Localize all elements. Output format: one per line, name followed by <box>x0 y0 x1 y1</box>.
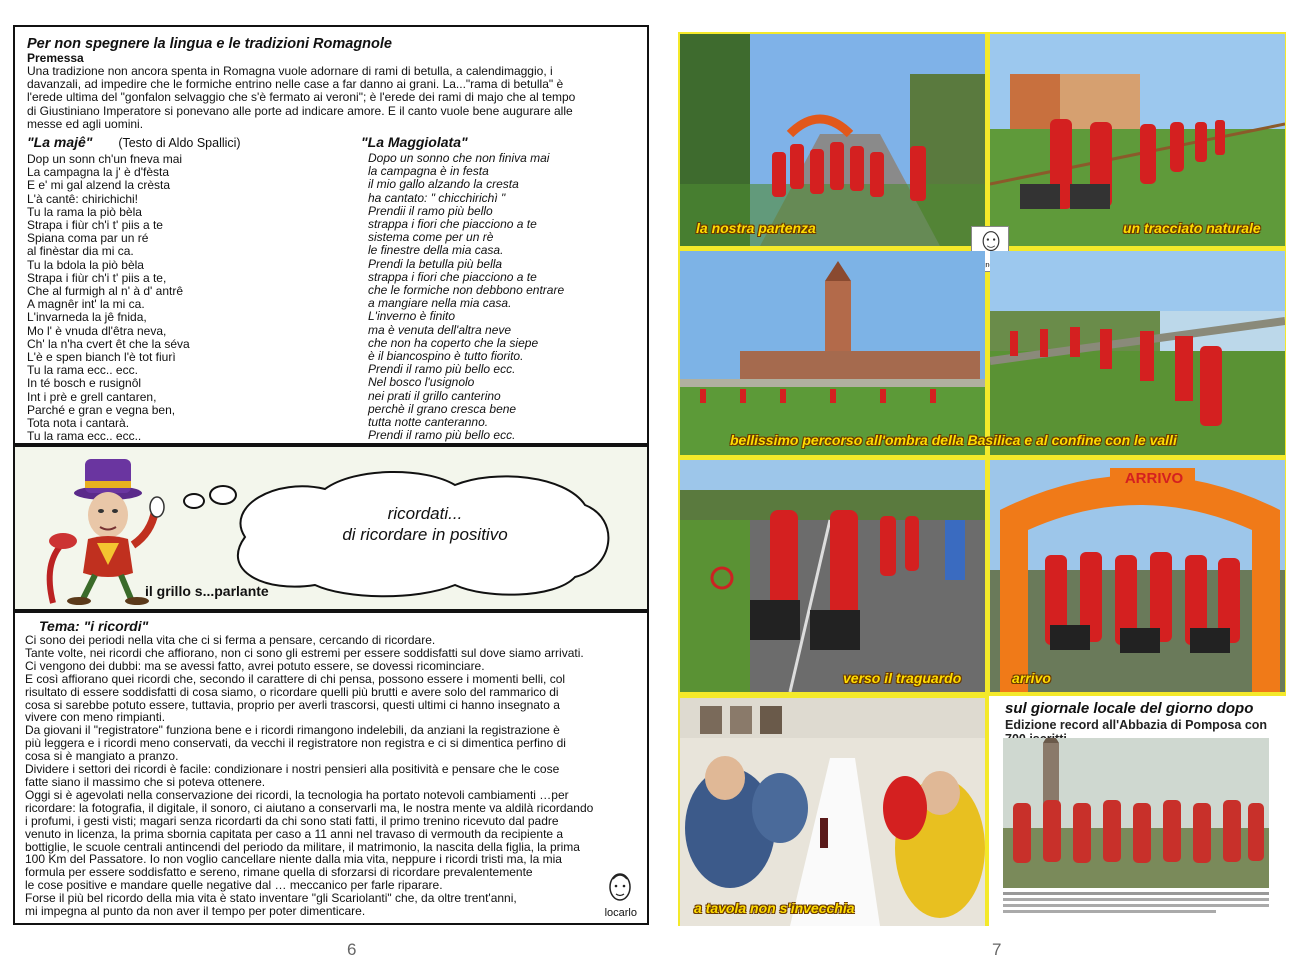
news-photo <box>1003 738 1269 888</box>
text-line: Strapa i fiùr ch'i t' piis a te <box>27 218 163 233</box>
text-line: nei prati il grillo canterino <box>368 388 501 403</box>
bubble-line: ricordati... <box>387 504 463 523</box>
dialect-lines <box>27 153 347 443</box>
text-line: 100 Km del Passatore. Io non voglio cancellare niente dalla mia vita, neppure i ricordi tristi ma, la mia <box>25 852 562 867</box>
text-line: Prendi la betulla più bella <box>368 256 503 271</box>
text-line: strappa i fiori che piacciono a te <box>368 217 537 232</box>
premessa-line: Una tradizione non ancora spenta in Romagna vuole adornare di rami di betulla, a calendimaggio, i <box>27 64 553 78</box>
photo-valli <box>990 251 1285 455</box>
text-line: E così affiorano quei ricordi che, secondo il carattere di chi pensa, possono essere i momenti belli, col <box>25 671 566 686</box>
text-line: Forse il più bel ricordo della mia vita è stato inventare "gli Scariolanti" che, da oltre trent'anni, <box>25 891 517 906</box>
text-line: Int i prè e grell cantaren, <box>27 389 157 404</box>
caption-start: la nostra partenza <box>696 220 816 236</box>
text-line: formula per essere soddisfatto e sereno, rimane quella di sforzarsi di ricordare prevalentemente <box>25 865 533 880</box>
text-line: è il biancospino è tutto fiorito. <box>368 349 524 364</box>
premessa-line: messe ed agli uomini. <box>27 116 144 131</box>
text-line: bottiglie, le scuole centrali antincendi del periodo da militare, il matrimonio, la nascita della figlia, la prima <box>25 839 580 854</box>
news-subheading: Edizione record all'Abbazia di Pomposa con <box>1005 718 1268 732</box>
text-line: ma è venuta dell'altra neve <box>368 322 512 337</box>
poem-title: Per non spegnere la lingua e le tradizioni Romagnole <box>27 36 392 52</box>
caption-natural: un tracciato naturale <box>1123 220 1261 236</box>
poem-section <box>13 25 649 445</box>
text-line: che le formiche non debbono entrare <box>368 283 565 298</box>
text-line: vivere con meno rimpianti. <box>25 710 166 725</box>
text-line: Tu la bdola la piò bèla <box>27 257 144 272</box>
text-line: Strapa i fiùr ch'i t' piis a te, <box>27 270 167 285</box>
text-line: La campagna la j' è d'fèsta <box>27 165 170 180</box>
text-line: E e' mi gal alzend la crèsta <box>27 178 171 193</box>
premessa-heading: Premessa <box>27 51 84 65</box>
text-line: Ci sono dei periodi nella vita che ci si ferma a pensare, cercando di ricordare. <box>25 633 436 647</box>
photo-basilica <box>680 251 985 455</box>
page-number-right: 7 <box>992 940 1002 959</box>
text-line: il mio gallo alzando la cresta <box>368 177 519 192</box>
text-line: strappa i fiori che piacciono a te <box>368 269 537 284</box>
text-line: A magnêr int' la mi ca. <box>27 297 145 312</box>
text-line: Parché e gran e vegna ben, <box>27 402 176 417</box>
dialect-author: (Testo di Aldo Spallici) <box>118 136 241 151</box>
arrival-banner-text: ARRIVO <box>1124 470 1184 487</box>
caption-arrival: arrivo <box>1012 670 1051 686</box>
text-line: Ch' la n'ha cvert êt che la séva <box>27 336 190 351</box>
photo-arrival <box>990 460 1285 692</box>
text-line: L'è e spen bianch l'è tot fiurì <box>27 350 176 365</box>
text-line: Tu la rama ecc.. ecc. <box>27 363 138 378</box>
news-heading: sul giornale locale del giorno dopo <box>1005 700 1254 717</box>
text-line: le cose positive e mandare quelle negative dal … meccanico per farle riparare. <box>25 878 443 893</box>
text-line: Ci vengono dei dubbi: ma se avessi fatto, avrei potuto essere, se dovessi ricominciare. <box>25 658 485 673</box>
text-line: Prendi il ramo più bello ecc. <box>368 362 516 377</box>
thought-bubble-text <box>280 503 570 545</box>
text-line: venuto in licenza, la prima sbornia capitata per caso a 11 anni nel travaso di vermouth da recipiente a <box>25 826 564 841</box>
text-line: le finestre della mia casa. <box>368 243 504 258</box>
premessa-text <box>27 65 645 131</box>
grillo-label: il grillo s...parlante <box>145 583 269 599</box>
text-line: mi impegna al punto da non aver il tempo per poter dimenticare. <box>25 904 366 919</box>
text-line: Da giovani il "registratore" funziona bene e i ricordi rimangono indelebili, da anziani la registrazione è <box>25 723 560 738</box>
text-line: più leggera e i ricordi meno conservati, da vecchi il registratore non registra e ci si dimentica perfino di <box>25 736 566 751</box>
italian-title: "La Maggiolata" <box>361 134 468 151</box>
text-line: Nel bosco l'usignolo <box>368 375 475 390</box>
caption-route: bellissimo percorso all'ombra della Basilica e al confine con le valli <box>730 432 1177 448</box>
dialect-title: "La majê" <box>27 134 93 151</box>
italian-lines <box>361 152 651 442</box>
newspaper-clipping <box>989 696 1286 926</box>
text-line: Tante volte, nei ricordi che affiorano, non ci sono gli estremi per essere soddisfatti sul dove siamo arrivati. <box>25 645 584 660</box>
premessa-line: di Giustiniano Imperatore si ponevano alle porte ad indicare amore. E il canto vuole bene augurare alle <box>27 103 573 118</box>
text-line: L'inverno è finito <box>368 309 456 324</box>
text-line: Prendii il ramo più bello <box>368 203 493 218</box>
text-line: Tu la rama la piò bèla <box>27 204 142 219</box>
tema-body <box>25 634 637 918</box>
text-line: risultato di essere soddisfatti di cosa siamo, o ricordare quelli più brutti e avere solo del rammarico di <box>25 684 559 699</box>
text-line: la campagna è in festa <box>368 164 489 179</box>
tema-section <box>13 611 649 925</box>
italian-column <box>361 134 651 442</box>
text-line: cosa si è mangiato a pranzo. <box>25 749 179 764</box>
author-caricature-image <box>605 867 635 907</box>
text-line: Dividere i settori dei ricordi è facile: condizionare i nostri pensieri alla positività e pensare che le cose <box>25 762 560 777</box>
text-line: Mo l' è vnuda dl'êtra neva, <box>27 323 167 338</box>
text-line: L'invarneda la jê fnida, <box>27 310 147 325</box>
text-line: In té bosch e rusignôl <box>27 376 142 391</box>
text-line: L'à cantê: chirichichi! <box>27 191 139 206</box>
text-line: ha cantato: " chicchirichì " <box>368 190 506 205</box>
signature: locarlo <box>604 907 637 919</box>
text-line: Dop un sonn ch'un fneva mai <box>27 152 183 167</box>
text-line: Tota nota i cantarà. <box>27 416 130 431</box>
text-line: che non ha coperto che la siepe <box>368 335 539 350</box>
text-line: Dopo un sonno che non finiva mai <box>368 151 550 166</box>
text-line: tutta notte canteranno. <box>368 415 489 430</box>
page-number-left: 6 <box>347 940 357 959</box>
grillo-section <box>13 445 649 611</box>
caption-table: a tavola non s'invecchia <box>694 900 855 916</box>
poem-columns <box>27 134 635 446</box>
text-line: Spiana coma par un ré <box>27 231 149 246</box>
text-line: Prendi il ramo più bello ecc. <box>368 428 516 443</box>
photo-collage <box>678 32 1286 926</box>
dialect-column <box>27 134 347 443</box>
caption-finish-line: verso il traguardo <box>843 670 962 686</box>
text-line: perchè il grano cresca bene <box>368 401 517 416</box>
photo-table <box>680 698 985 926</box>
text-line: sistema come per un rè <box>368 230 494 245</box>
text-line: Tu la rama ecc.. ecc.. <box>27 429 142 444</box>
photo-start <box>680 34 985 246</box>
text-line: al finèstar dia mi ca. <box>27 244 134 259</box>
text-line: Che al furmigh al n' à d' antrê <box>27 284 183 299</box>
photo-finish-line <box>680 460 985 692</box>
news-photo-caption <box>1003 892 1269 913</box>
text-line: Oggi si è agevolati nella conservazione dei ricordi, la tecnologia ha portato notevoli cambiamenti …per <box>25 787 569 802</box>
bubble-line: di ricordare in positivo <box>342 525 508 544</box>
text-line: ricordare: la fotografia, il digitale, il sonoro, ci aiutano a conservarli ma, le nostra mente va aldilà ricordando <box>25 800 594 815</box>
text-line: i profumi, i gesti visti; magari senza ricordarti da chi sono stati fatti, il primo trenino ricevuto dal padre <box>25 813 559 828</box>
photo-natural-track <box>990 34 1285 246</box>
premessa-line: l'erede ultima del "gonfalon selvaggio che s'è fermato ai veroni"; è l'erede dei rami di majo che al tempo <box>27 90 576 105</box>
text-line: a mangiare nella mia casa. <box>368 296 512 311</box>
thought-bubble-dot <box>183 493 205 509</box>
tema-title: Tema: "i ricordi" <box>39 618 149 634</box>
premessa-line: davanzali, ad impedire che le formiche entrino nelle case a far danno ai grani. La..."rama di betulla" è <box>27 77 564 92</box>
text-line: fatte siano il massimo che si poteva ottenere. <box>25 774 266 789</box>
text-line: cosa si sarebbe potuto essere, tuttavia, proprio per averli trascorsi, questi ultimi ci hanno insegnato a <box>25 697 560 712</box>
